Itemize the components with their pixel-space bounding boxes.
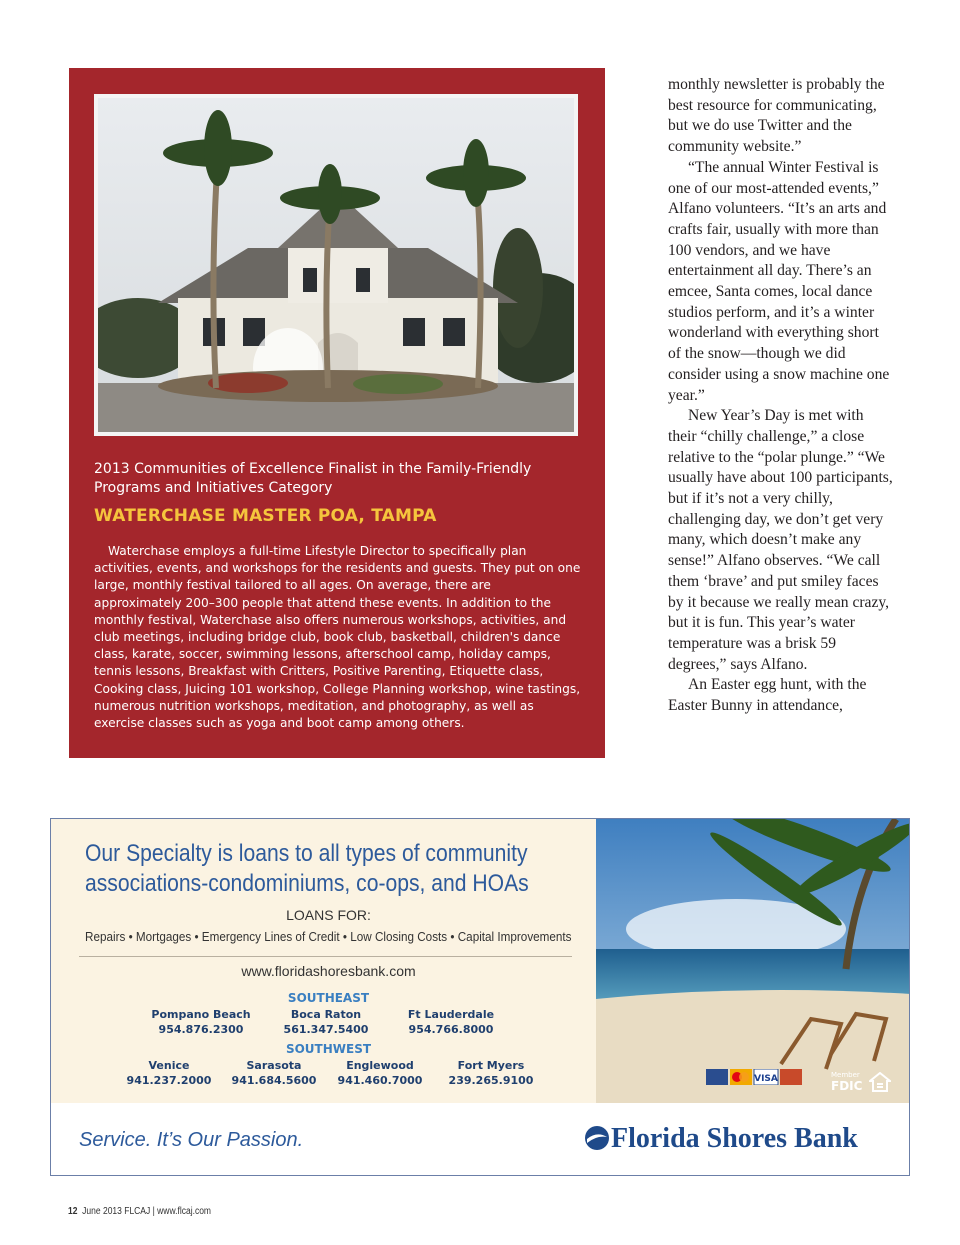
bank-advertisement[interactable]: [50, 818, 910, 1176]
region-southwest: SOUTHWEST: [285, 1042, 372, 1056]
page-footer: 12 June 2013 FLCAJ | www.flcaj.com: [68, 1206, 212, 1217]
bank-website-link[interactable]: www.floridashoresbank.com: [241, 963, 416, 979]
loan-services-list: Repairs • Mortgages • Emergency Lines of Credit • Low Closing Costs • Capital Improvements: [85, 929, 572, 944]
article-paragraph: “The annual Winter Festival is one of our most-attended events,” Alfano volunteers. “It’s an arts and crafts fair, usually with more than 100 vendors, and we have entertainment all day. There’s an emcee, Santa comes, local dance studios perform, and it’s a winter wonderland with everything short of the snow—though we did consider using a snow machine one year.”: [668, 158, 890, 404]
branch-ft-lauderdale: Ft Lauderdale 954.766.8000: [407, 1008, 495, 1036]
award-category: 2013 Communities of Excellence Finalist in the Family-Friendly Programs and Initiatives Category: [94, 461, 532, 496]
branch-englewood: Englewood 941.460.7000: [337, 1059, 423, 1087]
ad-tagline: Service. It’s Our Passion.: [79, 1129, 304, 1151]
site-link[interactable]: www.flcaj.com: [157, 1206, 212, 1217]
page-number: 12: [68, 1206, 78, 1217]
article-column: [668, 75, 894, 717]
fdic-member-badge: Member FDIC: [831, 1071, 863, 1093]
feature-body-text: Waterchase employs a full-time Lifestyle Director to specifically plan activities, events, and workshops for the residents and guests. They put on one large, monthly festival tailored to all ages. On average, there are approximately 200–300 people that attend these events. In addition to the monthly festival, Waterchase also offers numerous workshops, activities, and club meetings, including bridge club, book club, basketball, children's dance class, karate, soccer, swimming lessons, afterschool camp, holiday camps, tennis lessons, Breakfast with Critters, Positive Parenting, Etiquette class, Cooking class, Juicing 101 workshop, College Planning workshop, wine tastings, numerous nutrition workshops, meditation, and photography, as well as exercise classes such as yoga and boot camp among others.: [94, 544, 581, 731]
article-paragraph: An Easter egg hunt, with the Easter Bunny in attendance,: [668, 676, 867, 715]
branch-boca-raton: Boca Raton 561.347.5400: [283, 1008, 369, 1036]
bank-logo-icon: [584, 1125, 610, 1151]
issue-label: June 2013 FLCAJ: [82, 1206, 151, 1217]
ad-footer-band: [51, 1103, 910, 1175]
branch-pompano-beach: Pompano Beach 954.876.2300: [151, 1008, 251, 1036]
region-southeast: SOUTHEAST: [287, 991, 370, 1005]
ad-headline: Our Specialty is loans to all types of community associations-condominiums, co-ops, and HOAs: [85, 840, 529, 897]
beach-photo: [596, 819, 910, 1103]
community-title: WATERCHASE MASTER POA, TAMPA: [94, 506, 437, 526]
branch-sarasota: Sarasota 941.684.5600: [231, 1059, 317, 1087]
visa-logo: VISA: [754, 1074, 778, 1084]
divider: [79, 956, 572, 957]
branch-fort-myers: Fort Myers 239.265.9100: [448, 1059, 534, 1087]
payment-card-logos: [706, 1069, 802, 1085]
loans-for-label: LOANS FOR:: [286, 907, 371, 923]
article-paragraph: monthly newsletter is probably the best resource for communicating, but we do use Twitter and the community website.”: [668, 76, 885, 156]
feature-sidebar: [69, 68, 605, 758]
branch-venice: Venice 941.237.2000: [126, 1059, 212, 1087]
bank-name: Florida Shores Bank: [611, 1123, 858, 1154]
article-paragraph: New Year’s Day is met with their “chilly challenge,” a close relative to the “polar plunge.” “We usually have about 100 participants, but if it’s not a very chilly, challenging day, we don’t get very many, which doesn’t make any sense!” Alfano observes. “We call them ‘brave’ and put smiley faces by it because we really mean crazy, but it is fun. This year’s water temperature was a brisk 59 degrees,” says Alfano.: [668, 407, 893, 673]
equal-housing-icon: [869, 1072, 891, 1092]
clubhouse-photo: [94, 94, 578, 436]
